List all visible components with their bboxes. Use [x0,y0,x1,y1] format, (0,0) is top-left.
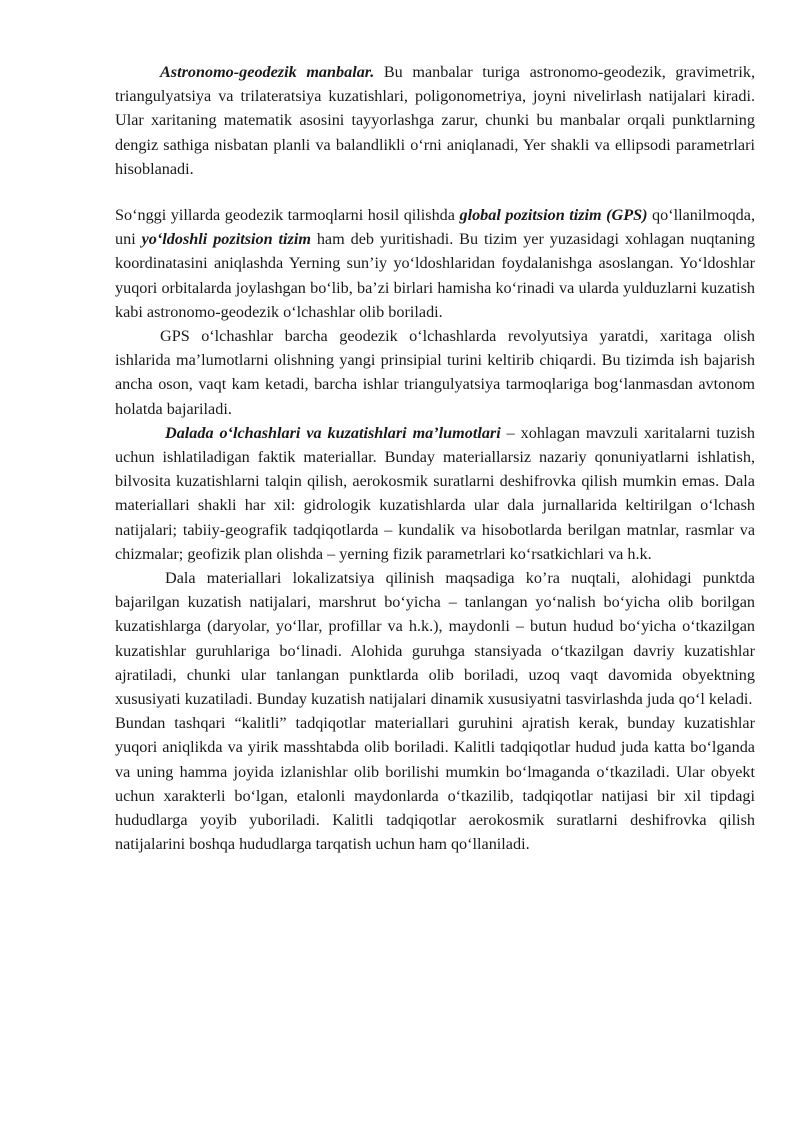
paragraph-text: So‘nggi yillarda geodezik tarmoqlarni hosil qilishda [115,206,460,225]
paragraph-lead-term: Dalada o‘lchashlari va kuzatishlari ma’lumotlari [165,423,501,442]
emphasis-term: yo‘ldoshli pozitsion tizim [141,230,311,249]
paragraph-gps-revolution: GPS o‘lchashlar barcha geodezik o‘lchashlarda revolyutsiya yaratdi, xaritaga olish ishlarida ma’lumotlarni olishning yangi prinsipial turini keltirib chiqardi. Bu tizimda ish bajarish ancha oson, vaqt kam ketadi, barcha ishlar triangulyatsiya tarmoqlariga bog‘lanmasdan avtonom holatda bajariladi. [115,327,755,418]
paragraph-body: – xohlagan mavzuli xaritalarni tuzish uchun ishlatiladigan faktik materiallar. Bunday materiallarsiz nazariy qonuniyatlarni ishlatish, bilvosita kuzatishlarni talqin qilish, aerokosmik suratlarni deshifrovka qilish mumkin emas. Dala materiallari shakli har xil: gidrologik kuzatishlarda ular dala jurnallarida keltirilgan o‘lchash natijalari; tabiiy-geografik tadqiqotlarda – kundalik va hisobotlarda berilgan matnlar, rasmlar va chizmalar; geofizik plan olishda – yerning fizik parametrlari ko‘rsatkichlari va h.k. [115,423,755,563]
paragraph-text: qo‘llanilmoqda, uni [115,206,755,249]
paragraph-body: Bu manbalar turiga astronomo-geodezik, gravimetrik, triangulyatsiya va trilateratsiya kuzatishlari, poligonometriya, joyni nivelirlash natijalari kiradi. Ular xaritaning matematik asosini tayyorlashga zarur, chunki bu manbalar orqali punktlarning dengiz sathiga nisbatan planli va balandlikli o‘rni aniqlanadi, Yer shakli va ellipsodi parametrlari hisoblanadi. [115,63,755,178]
emphasis-term: global pozitsion tizim (GPS) [459,206,648,225]
document-page [115,60,755,857]
paragraph-key-studies: Bundan tashqari “kalitli” tadqiqotlar materiallari guruhini ajratish kerak, bunday kuzatishlar yuqori aniqlikda va yirik masshtabda olib boriladi. Kalitli tadqiqotlar hudud juda katta bo‘lganda va uning hamma joyida izlanishlar olib borilishi mumkin bo‘lmaganda o‘tkaziladi. Ular obyekt uchun xarakterli bo‘lgan, etalonli maydonlarda o‘tkazilib, tadqiqotlar natijasi bir xil tipdagi hududlarga yoyib yuboriladi. Kalitli tadqiqotlar aerokosmik suratlarni deshifrovka qilish natijalarini boshqa hududlarga tarqatish uchun ham qo‘llaniladi. [115,714,755,854]
paragraph-field-data [115,421,755,566]
paragraph-text: ham deb yuritishadi. Bu tizim yer yuzasidagi xohlagan nuqtaning koordinatasini aniqlashda Yerning sun’iy yo‘ldoshlaridan foydalanishga asoslangan. Yo‘ldoshlar yuqori orbitalarda joylashgan bo‘lib, ba’zi birlari hamisha ko‘rinadi va ularda yulduzlarni kuzatish kabi astronomo-geodezik o‘lchashlar olib boriladi. [115,230,755,321]
paragraph-astronomo-geodezik [115,60,755,181]
paragraph-lead-term: Astronomo-geodezik manbalar. [160,63,375,81]
paragraph-gps [115,203,755,324]
paragraph-localization: Dala materiallari lokalizatsiya qilinish maqsadiga ko’ra nuqtali, alohidagi punktda bajarilgan kuzatish natijalari, marshrut bo‘yicha – tanlangan yo‘nalish bo‘yicha olib borilgan kuzatishlarga (daryolar, yo‘llar, profillar va h.k.), maydonli – butun hudud bo‘yicha o‘tkazilgan kuzatishlar guruhlariga bo‘linadi. Alohida guruhga stansiyada o‘tkazilgan davriy kuzatishlar ajratiladi, chunki ular tanlangan punktlarda olib boriladi, uzoq vaqt davomida obyektning xususiyati kuzatiladi. Bunday kuzatish natijalari dinamik xususiyatni tasvirlashda juda qo‘l keladi. [115,569,755,709]
